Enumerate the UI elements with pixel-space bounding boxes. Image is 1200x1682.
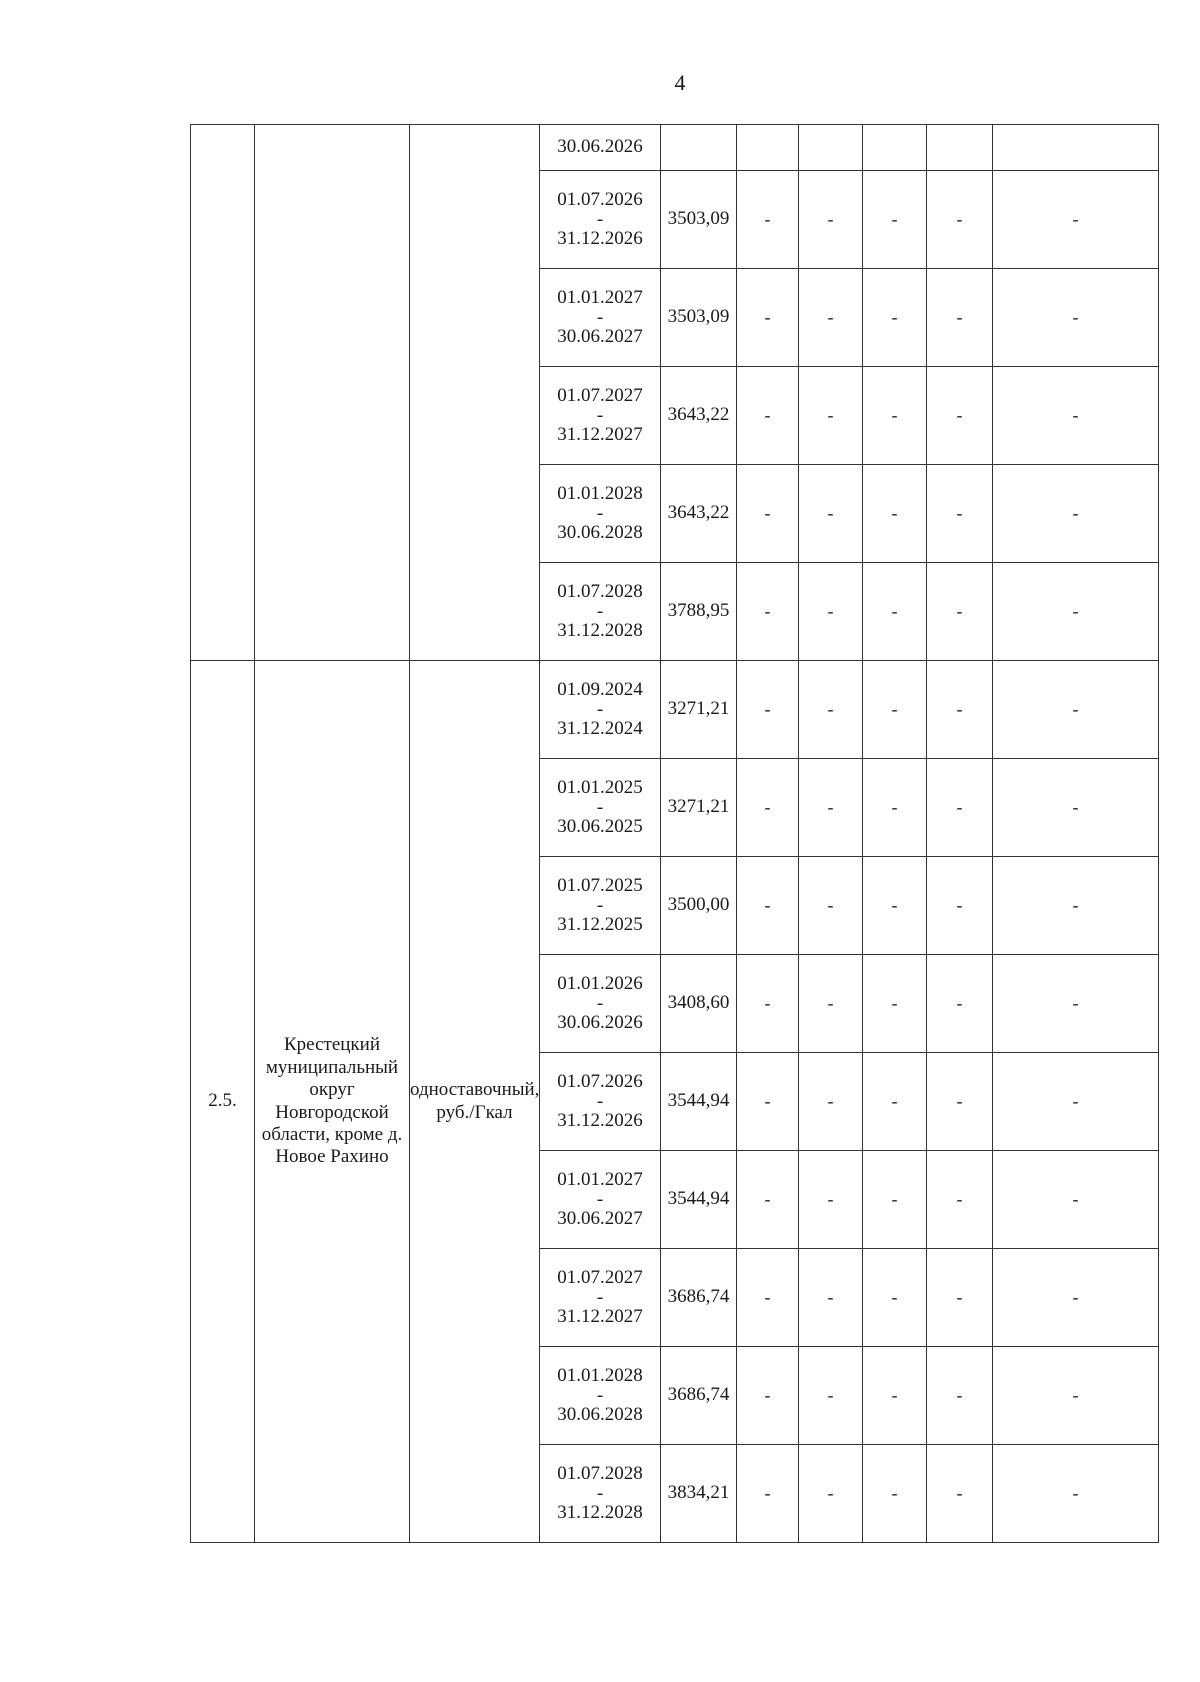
dash-cell: - [993, 661, 1159, 759]
tariff-type-cell-empty [410, 125, 540, 661]
period-to: 31.12.2025 [557, 914, 643, 936]
dash-cell: - [927, 857, 993, 955]
period-from: 01.07.2026 [557, 1070, 643, 1092]
tariff-value: 3834,21 [661, 1445, 737, 1543]
dash-cell: - [863, 269, 927, 367]
period-cell [540, 1053, 661, 1151]
period-cell [540, 1445, 661, 1543]
dash-cell: - [737, 955, 799, 1053]
dash-cell: - [737, 1249, 799, 1347]
period-cell [540, 563, 661, 661]
dash-cell: - [863, 1347, 927, 1445]
dash-cell: - [863, 1249, 927, 1347]
territory-name: Крестецкий муниципальный округ Новгородской области, кроме д. Новое Рахино [255, 661, 410, 1543]
period-cell [540, 955, 661, 1053]
dash-cell: - [799, 1445, 863, 1543]
dash-cell [993, 125, 1159, 171]
dash-cell: - [863, 857, 927, 955]
dash-cell: - [799, 1053, 863, 1151]
period-separator: - [596, 1090, 604, 1112]
period-from: 01.07.2028 [557, 1462, 643, 1484]
dash-cell: - [737, 367, 799, 465]
period-cell [540, 269, 661, 367]
period-cell [540, 367, 661, 465]
page-number: 4 [674, 70, 686, 95]
table-row [191, 661, 1159, 759]
period-to: 31.12.2028 [557, 1502, 643, 1524]
tariff-value: 3686,74 [661, 1249, 737, 1347]
dash-cell: - [799, 1249, 863, 1347]
tariff-value: 3686,74 [661, 1347, 737, 1445]
dash-cell: - [799, 563, 863, 661]
period-from: 01.01.2026 [557, 972, 643, 994]
period-cell [540, 171, 661, 269]
dash-cell: - [927, 759, 993, 857]
dash-cell: - [863, 1053, 927, 1151]
dash-cell: - [799, 465, 863, 563]
dash-cell: - [737, 269, 799, 367]
period-separator: - [596, 1286, 604, 1308]
period-cell [540, 1151, 661, 1249]
dash-cell: - [993, 1347, 1159, 1445]
period-to: 31.12.2027 [557, 1306, 643, 1328]
period-separator: - [596, 404, 604, 426]
tariff-value: 3643,22 [661, 367, 737, 465]
dash-cell: - [927, 1053, 993, 1151]
dash-cell: - [799, 1151, 863, 1249]
dash-cell: - [799, 171, 863, 269]
period-from: 01.07.2026 [557, 188, 643, 210]
dash-cell: - [993, 1053, 1159, 1151]
period-to: 31.12.2026 [557, 1110, 643, 1132]
period-to: 30.06.2026 [557, 136, 643, 158]
period-to: 30.06.2027 [557, 326, 643, 348]
dash-cell: - [737, 1445, 799, 1543]
period-from: 01.07.2027 [557, 1266, 643, 1288]
period-separator: - [596, 1188, 604, 1210]
period-to: 31.12.2028 [557, 620, 643, 642]
period-separator: - [596, 502, 604, 524]
period-cell [540, 125, 661, 171]
dash-cell: - [993, 857, 1159, 955]
dash-cell: - [799, 759, 863, 857]
dash-cell: - [927, 465, 993, 563]
tariff-value: 3500,00 [661, 857, 737, 955]
period-to: 30.06.2028 [557, 1404, 643, 1426]
period-cell [540, 1249, 661, 1347]
period-from: 01.01.2025 [557, 776, 643, 798]
dash-cell: - [863, 465, 927, 563]
tariff-value: 3408,60 [661, 955, 737, 1053]
period-cell [540, 857, 661, 955]
period-separator: - [596, 796, 604, 818]
period-separator: - [596, 992, 604, 1014]
period-to: 31.12.2024 [557, 718, 643, 740]
dash-cell [863, 125, 927, 171]
period-to: 31.12.2026 [557, 228, 643, 250]
dash-cell: - [799, 955, 863, 1053]
table-row [191, 125, 1159, 171]
dash-cell: - [927, 171, 993, 269]
period-to: 30.06.2026 [557, 1012, 643, 1034]
dash-cell: - [993, 759, 1159, 857]
dash-cell: - [863, 1151, 927, 1249]
tariff-value: 3271,21 [661, 661, 737, 759]
tariff-type: одноставочный, руб./Гкал [410, 661, 540, 1543]
tariff-table [190, 124, 1159, 1543]
period-separator: - [596, 208, 604, 230]
dash-cell: - [993, 367, 1159, 465]
dash-cell: - [863, 955, 927, 1053]
tariff-value: 3271,21 [661, 759, 737, 857]
period-separator: - [596, 1482, 604, 1504]
dash-cell: - [737, 563, 799, 661]
territory-cell-empty [255, 125, 410, 661]
period-to: 30.06.2025 [557, 816, 643, 838]
period-cell [540, 759, 661, 857]
period-separator: - [596, 600, 604, 622]
tariff-value: 3544,94 [661, 1053, 737, 1151]
dash-cell: - [927, 955, 993, 1053]
dash-cell: - [863, 171, 927, 269]
number-cell-empty [191, 125, 255, 661]
period-to: 30.06.2027 [557, 1208, 643, 1230]
dash-cell: - [927, 367, 993, 465]
period-separator: - [596, 894, 604, 916]
period-to: 31.12.2027 [557, 424, 643, 446]
tariff-value [661, 125, 737, 171]
dash-cell [799, 125, 863, 171]
dash-cell: - [927, 1445, 993, 1543]
period-separator: - [596, 1384, 604, 1406]
period-from: 01.07.2027 [557, 384, 643, 406]
dash-cell: - [799, 269, 863, 367]
tariff-value: 3643,22 [661, 465, 737, 563]
dash-cell: - [799, 367, 863, 465]
dash-cell: - [863, 1445, 927, 1543]
period-separator: - [596, 306, 604, 328]
period-from: 01.01.2028 [557, 1364, 643, 1386]
period-to: 30.06.2028 [557, 522, 643, 544]
dash-cell: - [737, 1053, 799, 1151]
dash-cell: - [927, 563, 993, 661]
dash-cell: - [799, 1347, 863, 1445]
dash-cell: - [993, 1151, 1159, 1249]
dash-cell: - [737, 1347, 799, 1445]
tariff-value: 3788,95 [661, 563, 737, 661]
dash-cell: - [993, 955, 1159, 1053]
dash-cell: - [927, 1249, 993, 1347]
dash-cell: - [863, 367, 927, 465]
period-from: 01.01.2027 [557, 1168, 643, 1190]
tariff-value: 3544,94 [661, 1151, 737, 1249]
dash-cell: - [993, 1445, 1159, 1543]
period-from: 01.09.2024 [557, 678, 643, 700]
dash-cell: - [799, 661, 863, 759]
dash-cell: - [799, 857, 863, 955]
dash-cell: - [927, 1151, 993, 1249]
dash-cell: - [927, 661, 993, 759]
dash-cell: - [863, 759, 927, 857]
period-from: 01.07.2025 [557, 874, 643, 896]
period-cell [540, 661, 661, 759]
dash-cell: - [993, 465, 1159, 563]
dash-cell: - [993, 269, 1159, 367]
period-cell [540, 465, 661, 563]
period-separator: - [596, 698, 604, 720]
dash-cell [737, 125, 799, 171]
period-from: 01.07.2028 [557, 580, 643, 602]
tariff-value: 3503,09 [661, 269, 737, 367]
period-from: 01.01.2028 [557, 482, 643, 504]
period-cell [540, 1347, 661, 1445]
period-from: 01.01.2027 [557, 286, 643, 308]
dash-cell: - [737, 857, 799, 955]
dash-cell: - [737, 759, 799, 857]
dash-cell: - [993, 563, 1159, 661]
dash-cell: - [863, 563, 927, 661]
dash-cell: - [737, 1151, 799, 1249]
dash-cell [927, 125, 993, 171]
dash-cell: - [993, 1249, 1159, 1347]
dash-cell: - [737, 171, 799, 269]
dash-cell: - [927, 269, 993, 367]
dash-cell: - [993, 171, 1159, 269]
dash-cell: - [737, 465, 799, 563]
tariff-value: 3503,09 [661, 171, 737, 269]
dash-cell: - [737, 661, 799, 759]
table-body [191, 125, 1159, 1543]
dash-cell: - [927, 1347, 993, 1445]
row-number: 2.5. [191, 661, 255, 1543]
dash-cell: - [863, 661, 927, 759]
